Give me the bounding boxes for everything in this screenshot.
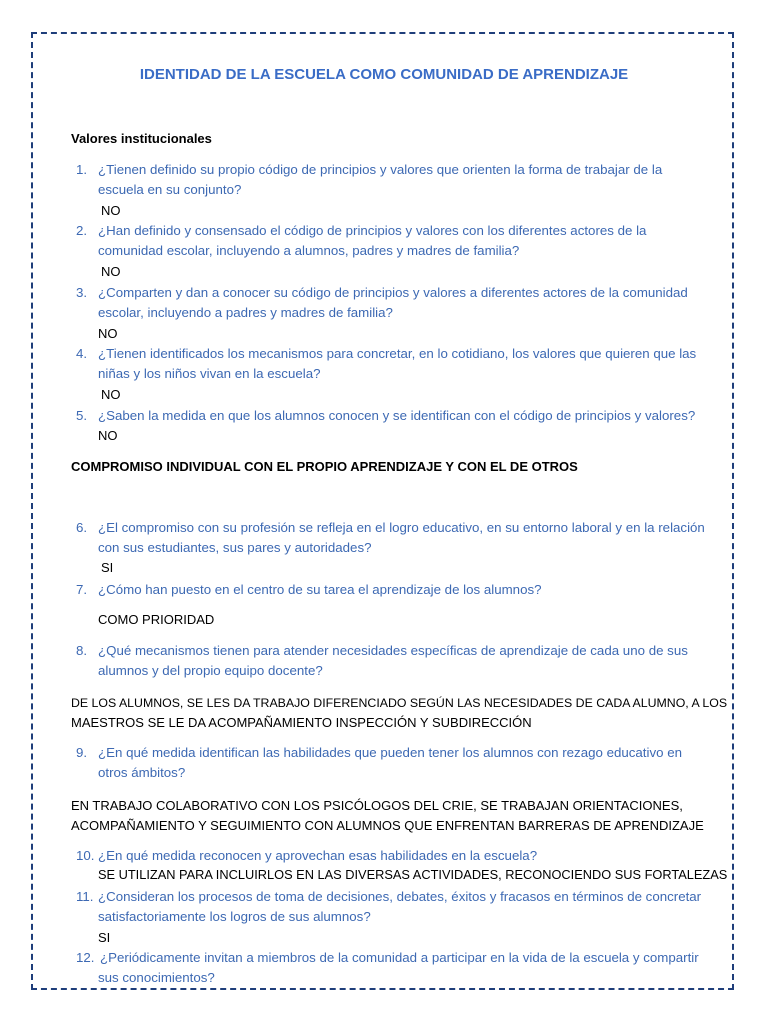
question-number: 1. — [76, 162, 88, 177]
question-number: 9. — [76, 745, 88, 760]
question-number: 10. — [76, 848, 95, 863]
question-text-line: niñas y los niños vivan en la escuela? — [98, 366, 321, 381]
answer-9-line-1: EN TRABAJO COLABORATIVO CON LOS PSICÓLOGOS DEL CRIE, SE TRABAJAN ORIENTACIONES, — [71, 798, 683, 813]
answer-7: COMO PRIORIDAD — [98, 612, 215, 627]
question-text-line: ¿Han definido y consensado el código de principios y valores con los diferentes actores de la — [98, 223, 647, 238]
question-text-line: escuela en su conjunto? — [98, 182, 242, 197]
question-text-line: con sus estudiantes, sus pares y autoridades? — [98, 540, 372, 555]
answer-5: NO — [98, 428, 118, 443]
question-number: 2. — [76, 223, 88, 238]
answer-3: NO — [98, 326, 118, 341]
answer-8-line-2: MAESTROS SE LE DA ACOMPAÑAMIENTO INSPECCIÓN Y SUBDIRECCIÓN — [71, 715, 532, 730]
question-text-line: ¿Tienen identificados los mecanismos para concretar, en lo cotidiano, los valores que quieren que las — [98, 346, 697, 361]
answer-4: NO — [101, 387, 121, 402]
question-number: 12. — [76, 950, 95, 965]
answer-9-line-2: ACOMPAÑAMIENTO Y SEGUIMIENTO CON ALUMNOS QUE ENFRENTAN BARRERAS DE APRENDIZAJE — [71, 818, 704, 833]
question-number: 3. — [76, 285, 88, 300]
question-text-line: ¿Cómo han puesto en el centro de su tarea el aprendizaje de los alumnos? — [98, 582, 542, 597]
question-text-line: sus conocimientos? — [98, 970, 215, 985]
answer-1: NO — [101, 203, 121, 218]
question-number: 11. — [76, 889, 94, 904]
question-text-line: escolar, incluyendo a padres y madres de familia? — [98, 305, 393, 320]
question-text-line: ¿En qué medida identifican las habilidades que pueden tener los alumnos con rezago educativo en — [98, 745, 682, 760]
question-text-line: comunidad escolar, incluyendo a alumnos, padres y madres de familia? — [98, 243, 520, 258]
question-text-line: ¿Tienen definido su propio código de principios y valores que orienten la forma de trabajar de la — [98, 162, 663, 177]
question-text-line: satisfactoriamente los logros de sus alumnos? — [98, 909, 371, 924]
answer-10: SE UTILIZAN PARA INCLUIRLOS EN LAS DIVERSAS ACTIVIDADES, RECONOCIENDO SUS FORTALEZAS — [98, 867, 728, 882]
section-title-valores: Valores institucionales — [71, 131, 212, 146]
question-text-line: ¿Consideran los procesos de toma de decisiones, debates, éxitos y fracasos en términos de concretar — [98, 889, 702, 904]
question-text-line: ¿Comparten y dan a conocer su código de principios y valores a diferentes actores de la comunidad — [98, 285, 688, 300]
question-number: 8. — [76, 643, 88, 658]
question-number: 5. — [76, 408, 88, 423]
answer-6: SI — [101, 560, 114, 575]
question-number: 4. — [76, 346, 88, 361]
question-number: 7. — [76, 582, 88, 597]
question-text-line: ¿En qué medida reconocen y aprovechan esas habilidades en la escuela? — [98, 848, 538, 863]
question-text-line: ¿Saben la medida en que los alumnos conocen y se identifican con el código de principios y valores? — [98, 408, 696, 423]
answer-11: SI — [98, 930, 111, 945]
question-text-line: otros ámbitos? — [98, 765, 186, 780]
question-text-line: ¿El compromiso con su profesión se refleja en el logro educativo, en su entorno laboral y en la relación — [98, 520, 705, 535]
question-number: 6. — [76, 520, 88, 535]
question-text-line: alumnos y del propio equipo docente? — [98, 663, 323, 678]
answer-2: NO — [101, 264, 121, 279]
question-text-line: ¿Periódicamente invitan a miembros de la comunidad a participar en la vida de la escuela y compartir — [100, 950, 699, 965]
answer-8-line-1: DE LOS ALUMNOS, SE LES DA TRABAJO DIFERENCIADO SEGÚN LAS NECESIDADES DE CADA ALUMNO, A LOS — [71, 696, 728, 710]
section-title-compromiso: COMPROMISO INDIVIDUAL CON EL PROPIO APRENDIZAJE Y CON EL DE OTROS — [71, 459, 578, 474]
document-title: IDENTIDAD DE LA ESCUELA COMO COMUNIDAD DE APRENDIZAJE — [139, 66, 629, 83]
question-text-line: ¿Qué mecanismos tienen para atender necesidades específicas de aprendizaje de cada uno de sus — [98, 643, 688, 658]
